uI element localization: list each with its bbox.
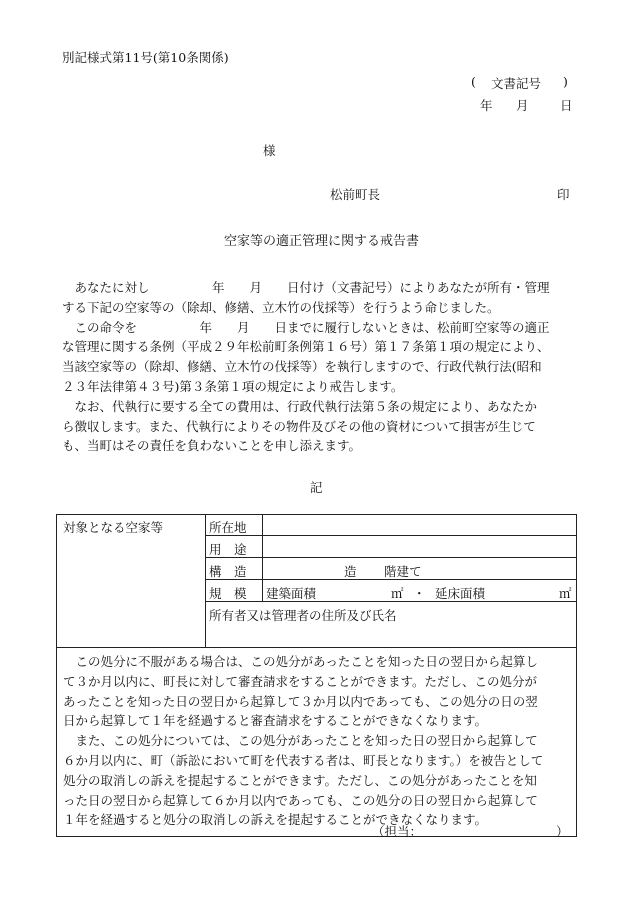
date-year: 年 bbox=[480, 98, 493, 113]
body-line: ２３年法律第４３号)第３条第１項の規定により戒告します。 bbox=[62, 378, 404, 394]
location-label: 所在地 bbox=[209, 520, 247, 535]
body-line: する下記の空家等の（除却、修繕、立木竹の伐採等）を行うよう命じました。 bbox=[62, 299, 500, 315]
row-divider bbox=[205, 535, 576, 536]
target-label: 対象となる空家等 bbox=[63, 520, 164, 535]
floor-area-label: 延床面積 bbox=[435, 586, 486, 601]
body-line: なお、代執行に要する全ての費用は、行政代執行法第５条の規定により、あなたか bbox=[62, 398, 538, 414]
unit-sqm: ㎡ bbox=[559, 586, 572, 601]
date-day: 日 bbox=[560, 98, 573, 113]
notice-line: また、この処分については、この処分があったことを知った日の翌日から起算して bbox=[63, 733, 538, 749]
doc-number-open: ( bbox=[471, 74, 476, 89]
notice-line: 日から起算して１年を経過すると審査請求をすることができなくなります。 bbox=[63, 713, 488, 729]
body-line: な管理に関する条例（平成２９年松前町条例第１６号）第１７条第１項の規定により、 bbox=[62, 339, 550, 355]
notice-line: 処分の取消しの訴えを提起することができます。ただし、この処分があったことを知 bbox=[63, 772, 537, 788]
use-label: 用 途 bbox=[209, 542, 247, 557]
contact-close: ） bbox=[556, 824, 569, 839]
unit-sqm: ㎡ bbox=[391, 586, 404, 601]
seal: 印 bbox=[557, 187, 570, 202]
body-line: この命令を 年 月 日までに履行しないときは、松前町空家等の適正 bbox=[62, 319, 550, 335]
property-details bbox=[57, 515, 576, 648]
structure-value-a: 造 bbox=[344, 564, 357, 579]
structure-label: 構 造 bbox=[209, 564, 247, 579]
body-text bbox=[62, 278, 574, 456]
document-title: 空家等の適正管理に関する戒告書 bbox=[224, 234, 420, 249]
notice-line: ６か月以内に、町（訴訟において町を代表する者は、町長となります。）を被告として bbox=[63, 752, 544, 768]
notice-line: った日の翌日から起算して６か月以内であっても、この処分の日の翌日から起算して bbox=[63, 792, 538, 808]
owner-label: 所有者又は管理者の住所及び氏名 bbox=[209, 608, 397, 623]
property-table bbox=[56, 514, 577, 837]
body-line: も、当町はその責任を負わないことを申し添えます。 bbox=[62, 438, 362, 454]
sender: 松前町長 bbox=[330, 187, 381, 202]
building-area-label: 建築面積 bbox=[266, 586, 317, 601]
body-line: ら徴収します。また、代執行によりその物件及びその他の資材について損害が生じて bbox=[62, 418, 536, 434]
scale-label: 規 模 bbox=[209, 586, 247, 601]
notice-line: あったことを知った日の翌日から起算して３か月以内であっても、この処分の日の翌 bbox=[63, 693, 538, 709]
separator: ・ bbox=[413, 586, 426, 601]
notice-line: て３か月以内に、町長に対して審査請求をすることができます。ただし、この処分が bbox=[63, 673, 538, 689]
recipient: 様 bbox=[263, 143, 276, 158]
notice-line: この処分に不服がある場合は、この処分があったことを知った日の翌日から起算し bbox=[63, 654, 538, 669]
body-line: あなたに対し 年 月 日付け（文書記号）によりあなたが所有・管理 bbox=[62, 280, 550, 295]
notice-line: １年を経過すると処分の取消しの訴えを提起することができなくなります。 bbox=[63, 812, 488, 828]
doc-number-close: ) bbox=[563, 74, 568, 89]
contact-open: （担当： bbox=[372, 824, 423, 839]
appeal-notice bbox=[57, 648, 576, 836]
label-divider bbox=[262, 515, 263, 601]
row-divider bbox=[205, 557, 576, 558]
body-line: 当該空家等の（除却、修繕、立木竹の伐採等）を執行しますので、行政代執行法(昭和 bbox=[62, 359, 542, 375]
doc-number-label: 文書記号 bbox=[491, 76, 542, 91]
date-month: 月 bbox=[516, 98, 529, 113]
record-mark: 記 bbox=[310, 480, 323, 495]
form-label: 別記様式第11号(第10条関係) bbox=[62, 50, 229, 65]
structure-value-b: 階建て bbox=[384, 564, 422, 579]
